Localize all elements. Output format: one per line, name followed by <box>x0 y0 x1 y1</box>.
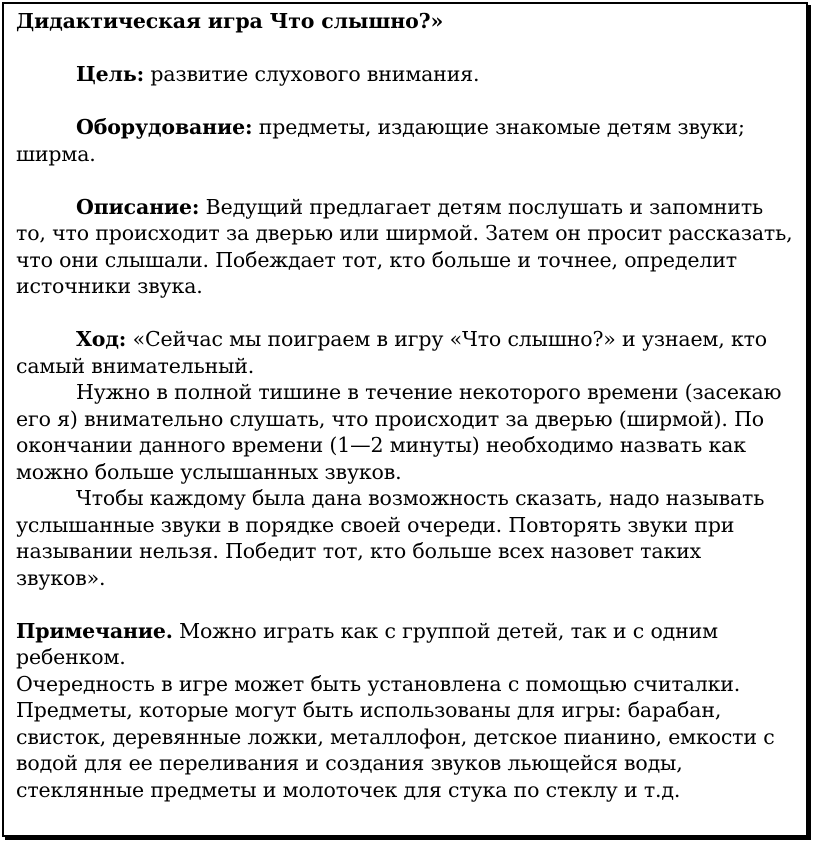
equipment-text: предметы, издающие знакомые детям звуки; ширма. <box>16 115 745 166</box>
document-frame <box>2 2 808 837</box>
document-title: Дидактическая игра Что слышно?» <box>16 9 444 33</box>
course-paragraph <box>16 326 796 379</box>
document-body <box>16 8 796 803</box>
note-line-2: Очередность в игре может быть установлена с помощью считалки. <box>16 671 741 696</box>
spacer <box>16 300 796 327</box>
goal-text: развитие слухового внимания. <box>144 62 480 86</box>
note-line-3: Предметы, которые могут быть использованы для игры: барабан, свисток, деревянные ложки, металлофон, детское пианино, емкости с водой для ее переливания и создания звуков льющейся воды, стеклянные предметы и молоточек для стука по стеклу и т.д. <box>16 698 775 802</box>
equipment-paragraph <box>16 114 796 167</box>
course-paragraph-2: Нужно в полной тишине в течение некоторого времени (засекаю его я) внимательно слушать, что происходит за дверью (ширмой). По окончании данного времени (1—2 минуты) необходимо назвать как можно больше услышанных звуков. <box>16 380 782 484</box>
goal-label: Цель: <box>76 62 145 86</box>
course-label: Ход: <box>76 327 127 351</box>
course-paragraph-3: Чтобы каждому была дана возможность сказать, надо называть услышанные звуки в порядке своей очереди. Повторять звуки при назывании нельзя. Победит тот, кто больше всех назовет таких звуков». <box>16 486 765 590</box>
equipment-label: Оборудование: <box>76 115 253 139</box>
goal-paragraph <box>16 61 796 88</box>
note-label: Примечание. <box>16 618 173 643</box>
course-text: «Сейчас мы поиграем в игру «Что слышно?» и узнаем, кто самый внимательный. <box>16 327 768 378</box>
spacer <box>16 35 796 62</box>
spacer <box>16 167 796 194</box>
spacer <box>16 88 796 115</box>
note-paragraph <box>16 618 796 671</box>
description-label: Описание: <box>76 194 200 219</box>
spacer <box>16 591 796 618</box>
note-text: Можно играть как с группой детей, так и с одним ребенком. <box>16 618 718 669</box>
description-paragraph <box>16 194 796 300</box>
description-text: Ведущий предлагает детям послушать и запомнить то, что происходит за дверью или ширмой. Затем он просит рассказать, что они слышали. Побеждает тот, кто больше и точнее, определит источники звука. <box>16 194 793 298</box>
